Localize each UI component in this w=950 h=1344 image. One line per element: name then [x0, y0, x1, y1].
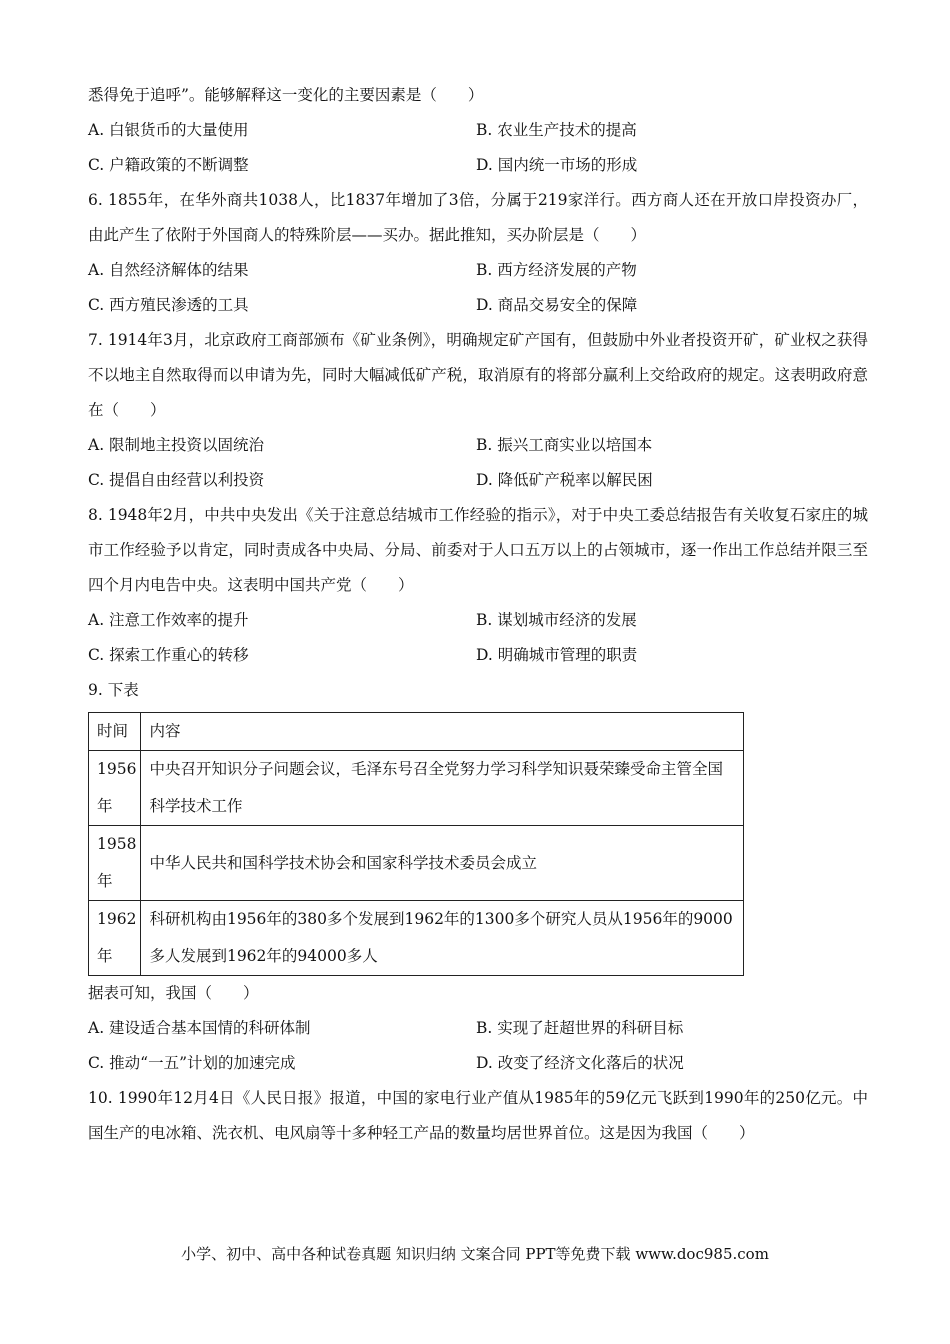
table-row: [89, 826, 744, 901]
q6-option-d[interactable]: D. 商品交易安全的保障: [476, 296, 638, 314]
q9-options-row2: [88, 1046, 868, 1081]
q6-option-c[interactable]: C. 西方殖民渗透的工具: [88, 296, 249, 314]
q9-options-row1: [88, 1011, 868, 1046]
table-cell-content: 科研机构由1956年的380多个发展到1962年的1300多个研究人员从1956年的9000多人发展到1962年的94000多人: [141, 901, 744, 976]
q9-option-a[interactable]: A. 建设适合基本国情的科研体制: [88, 1019, 311, 1037]
q8-options-row2: [88, 638, 868, 673]
exam-page: [88, 78, 868, 1151]
q5-tail: 悉得免于追呼”。能够解释这一变化的主要因素是（ ）: [88, 86, 484, 104]
q6-option-a[interactable]: A. 自然经济解体的结果: [88, 261, 249, 279]
q5-option-a[interactable]: A. 白银货币的大量使用: [88, 121, 249, 139]
page-footer: 小学、初中、高中各种试卷真题 知识归纳 文案合同 PPT等免费下载 www.doc985.com: [181, 1245, 769, 1263]
table-header-time: 时间: [89, 713, 141, 751]
q7-option-b[interactable]: B. 振兴工商实业以培国本: [476, 436, 653, 454]
q7-options-row1: [88, 428, 868, 463]
table-row: [89, 901, 744, 976]
table-cell-year: 1956年: [89, 751, 141, 826]
q6-text: 6. 1855年，在华外商共1038人，比1837年增加了3倍，分属于219家洋行。西方商人还在开放口岸投资办厂，由此产生了依附于外国商人的特殊阶层——买办。据此推知，买办阶层是（ ）: [88, 191, 868, 244]
table-cell-content: 中央召开知识分子问题会议，毛泽东号召全党努力学习科学知识聂荣臻受命主管全国科学技术工作: [141, 751, 744, 826]
q5-option-c[interactable]: C. 户籍政策的不断调整: [88, 156, 249, 174]
q6-options-row1: [88, 253, 868, 288]
q5-options-row2: [88, 148, 868, 183]
q9-stem: 据表可知，我国（ ）: [88, 984, 259, 1002]
q9-table: [88, 712, 744, 976]
q6-option-b[interactable]: B. 西方经济发展的产物: [476, 261, 637, 279]
table-cell-year: 1962年: [89, 901, 141, 976]
q10-text: 10. 1990年12月4日《人民日报》报道，中国的家电行业产值从1985年的59亿元飞跃到1990年的250亿元。中国生产的电冰箱、洗衣机、电风扇等十多种轻工产品的数量均居世界首位。这是因为我国（ ）: [88, 1089, 868, 1142]
q9-option-c[interactable]: C. 推动“一五”计划的加速完成: [88, 1054, 296, 1072]
q8-text: 8. 1948年2月，中共中央发出《关于注意总结城市工作经验的指示》，对于中央工委总结报告有关收复石家庄的城市工作经验予以肯定，同时责成各中央局、分局、前委对于人口五万以上的占领城市，逐一作出工作总结并限三至四个月内电告中央。这表明中国共产党（ ）: [88, 506, 868, 594]
q7-option-d[interactable]: D. 降低矿产税率以解民困: [476, 471, 653, 489]
table-cell-year: 1958年: [89, 826, 141, 901]
q7-option-c[interactable]: C. 提倡自由经营以利投资: [88, 471, 265, 489]
table-cell-content: 中华人民共和国科学技术协会和国家科学技术委员会成立: [141, 826, 744, 901]
q8-option-a[interactable]: A. 注意工作效率的提升: [88, 611, 249, 629]
q8-option-d[interactable]: D. 明确城市管理的职责: [476, 646, 638, 664]
q7-text: 7. 1914年3月，北京政府工商部颁布《矿业条例》，明确规定矿产国有，但鼓励中外业者投资开矿，矿业权之获得不以地主自然取得而以申请为先，同时大幅减低矿产税，取消原有的将部分赢利上交给政府的规定。这表明政府意在（ ）: [88, 331, 868, 419]
q7-options-row2: [88, 463, 868, 498]
q8-options-row1: [88, 603, 868, 638]
table-header-content: 内容: [141, 713, 744, 751]
q7-option-a[interactable]: A. 限制地主投资以固统治: [88, 436, 265, 454]
table-header-row: [89, 713, 744, 751]
q8-option-c[interactable]: C. 探索工作重心的转移: [88, 646, 249, 664]
q5-option-d[interactable]: D. 国内统一市场的形成: [476, 156, 638, 174]
q5-options-row1: [88, 113, 868, 148]
q5-option-b[interactable]: B. 农业生产技术的提高: [476, 121, 637, 139]
table-row: [89, 751, 744, 826]
q8-option-b[interactable]: B. 谋划城市经济的发展: [476, 611, 637, 629]
q9-intro: 9. 下表: [88, 681, 139, 699]
q6-options-row2: [88, 288, 868, 323]
q9-option-b[interactable]: B. 实现了赶超世界的科研目标: [476, 1019, 684, 1037]
q9-option-d[interactable]: D. 改变了经济文化落后的状况: [476, 1054, 684, 1072]
